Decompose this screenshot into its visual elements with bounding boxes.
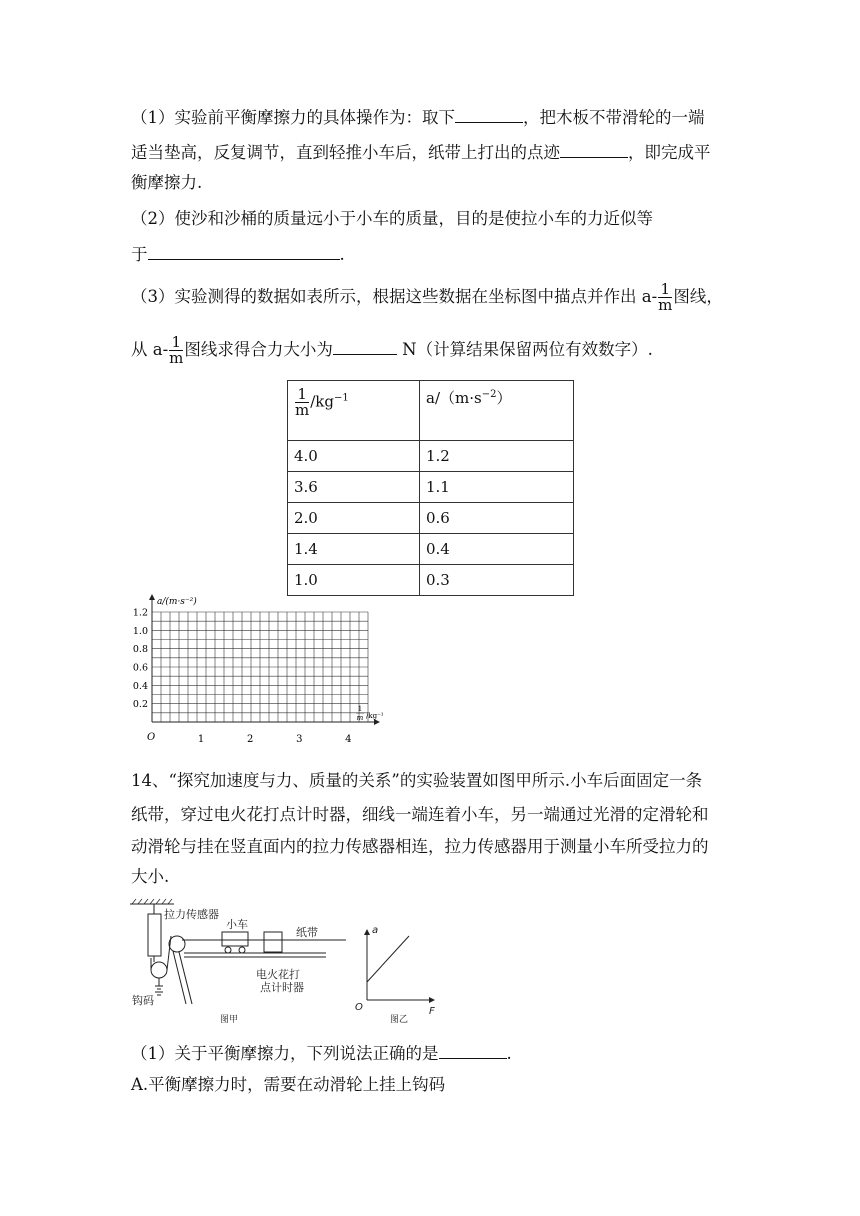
q13-part1-text: （1）实验前平衡摩擦力的具体操作为：取下 (131, 108, 455, 127)
figure-a-caption: 图甲 (220, 1015, 239, 1025)
fraction-1-over-m: $\frac{1}{m}$ (658, 280, 673, 314)
x-axis-label-den: m (356, 714, 364, 722)
table-header-inverse-mass (288, 381, 420, 441)
grid-chart[interactable] (120, 592, 390, 752)
q13-part3-line1 (131, 282, 723, 313)
q13-part1-line3: 衡摩擦力. (131, 173, 203, 192)
q13-part1-text: 适当垫高，反复调节，直到轻推小车后，纸带上打出的点迹 (131, 143, 560, 162)
table-cell: 2.0 (288, 503, 420, 534)
answer-blank[interactable] (439, 1040, 507, 1059)
q13-part2-line2 (131, 241, 345, 266)
unit-text: a/（m·s (426, 389, 482, 407)
y-tick-label: 0.2 (132, 699, 148, 711)
q14-part1-text: . (506, 1044, 512, 1063)
q13-part1-line2 (131, 139, 711, 164)
origin-label: O (147, 732, 156, 743)
answer-blank[interactable] (148, 241, 340, 260)
fraction-1-over-m: $\frac{1}{m}$ (295, 385, 310, 419)
q13-part2-text: . (339, 245, 345, 264)
y-tick-label: 1.0 (132, 625, 148, 637)
table-header-row (288, 381, 574, 441)
table-header-acceleration (420, 381, 574, 441)
graph-x-arrow-icon (429, 997, 435, 1003)
answer-blank[interactable] (333, 336, 397, 355)
hook-weight (155, 986, 163, 995)
table-row (288, 565, 574, 596)
q13-part1-text: ，把木板不带滑轮的一端 (523, 108, 705, 127)
hook-label: 钩码 (132, 994, 154, 1007)
q14-option-a[interactable]: A.平衡摩擦力时，需要在动滑轮上挂上钩码 (131, 1075, 446, 1094)
q13-part3-text: 图线， (673, 287, 723, 306)
graph-y-arrow-icon (364, 929, 370, 935)
timer-label-2: 点计时器 (260, 981, 304, 994)
x-axis-label-num: 1 (357, 705, 363, 713)
q13-part3-line2 (131, 335, 653, 366)
table-cell: 1.0 (288, 565, 420, 596)
data-table (287, 380, 574, 596)
q13-part3-text: 从 a- (131, 340, 169, 359)
fixed-pulley (169, 936, 185, 952)
timer-label-1: 电火花打 (256, 968, 300, 981)
y-tick-label: 0.8 (132, 644, 148, 656)
table-cell: 1.2 (420, 441, 574, 472)
table-row (288, 503, 574, 534)
y-axis-label: a/(m·s⁻²) (157, 597, 197, 607)
x-axis-label-unit: /kg⁻¹ (366, 712, 384, 720)
y-axis-arrow-icon (149, 594, 155, 600)
answer-blank[interactable] (560, 139, 628, 158)
answer-blank[interactable] (455, 104, 523, 123)
figure-b-caption: 图乙 (390, 1015, 409, 1025)
spark-timer (264, 932, 282, 952)
q14-intro-line3: 动滑轮与挂在竖直面内的拉力传感器相连，拉力传感器用于测量小车所受拉力的 (131, 837, 709, 856)
x-tick-label: 4 (345, 734, 352, 745)
sensor-label: 拉力传感器 (164, 908, 219, 921)
table-cell: 1.1 (420, 472, 574, 503)
table-row (288, 441, 574, 472)
q14-intro-line2: 纸带，穿过电火花打点计时器，细线一端连着小车，另一端通过光滑的定滑轮和 (131, 805, 709, 824)
y-tick-labels (133, 608, 148, 711)
ceiling-hatch (132, 899, 172, 904)
table-cell: 0.6 (420, 503, 574, 534)
fraction-1-over-m: $\frac{1}{m}$ (169, 333, 184, 367)
q13-part1-text: ，即完成平 (628, 143, 711, 162)
movable-pulley (151, 962, 167, 978)
q13-part3-text: 图线求得合力大小为 (184, 340, 333, 359)
table-cell: 4.0 (288, 441, 420, 472)
graph-line (367, 936, 409, 982)
q13-part1-line1 (131, 104, 705, 129)
graph-origin-label: O (355, 1002, 363, 1013)
tape-label: 纸带 (296, 926, 318, 939)
table-cell: 3.6 (288, 472, 420, 503)
y-tick-label: 0.6 (132, 662, 148, 674)
graph-a-label: a (372, 925, 379, 936)
q14-intro-line1: 14、“探究加速度与力、质量的关系”的实验装置如图甲所示.小车后面固定一条 (131, 771, 703, 790)
table-row (288, 534, 574, 565)
cart-label: 小车 (226, 918, 248, 931)
graph-f-label: F (429, 1006, 435, 1017)
apparatus-figure (126, 896, 456, 1028)
q13-part3-text: （3）实验测得的数据如表所示，根据这些数据在坐标图中描点并作出 a- (131, 287, 658, 306)
string (167, 936, 171, 970)
x-tick-label: 2 (246, 734, 254, 745)
table-cell: 0.3 (420, 565, 574, 596)
q13-part2-line1: （2）使沙和沙桶的质量远小于小车的质量，目的是使拉小车的力近似等 (131, 209, 653, 228)
unit-text: ） (496, 389, 512, 407)
table-cell: 0.4 (420, 534, 574, 565)
x-axis-label (356, 705, 384, 722)
q13-part2-text: 于 (131, 245, 148, 264)
x-tick-label: 1 (197, 734, 205, 745)
table-leg (179, 952, 192, 1004)
unit-exponent: −2 (481, 389, 497, 400)
cart (222, 932, 248, 946)
q13-part3-text: N（计算结果保留两位有效数字）. (396, 340, 653, 359)
table-leg (173, 951, 186, 1004)
chart-grid (152, 612, 368, 722)
y-tick-label: 1.2 (132, 607, 148, 619)
y-tick-label: 0.4 (132, 680, 148, 692)
q14-part1-text: （1）关于平衡摩擦力，下列说法正确的是 (131, 1044, 439, 1063)
q14-intro-line4: 大小. (131, 867, 170, 886)
q14-part1 (131, 1040, 512, 1065)
table-cell: 1.4 (288, 534, 420, 565)
x-tick-labels (198, 734, 352, 745)
cart-wheel (225, 947, 231, 953)
force-sensor (148, 914, 161, 956)
unit-exponent: −1 (333, 392, 349, 404)
table-row (288, 472, 574, 503)
cart-wheel (239, 947, 245, 953)
unit-text: /kg (310, 392, 334, 411)
x-tick-label: 3 (296, 734, 303, 745)
